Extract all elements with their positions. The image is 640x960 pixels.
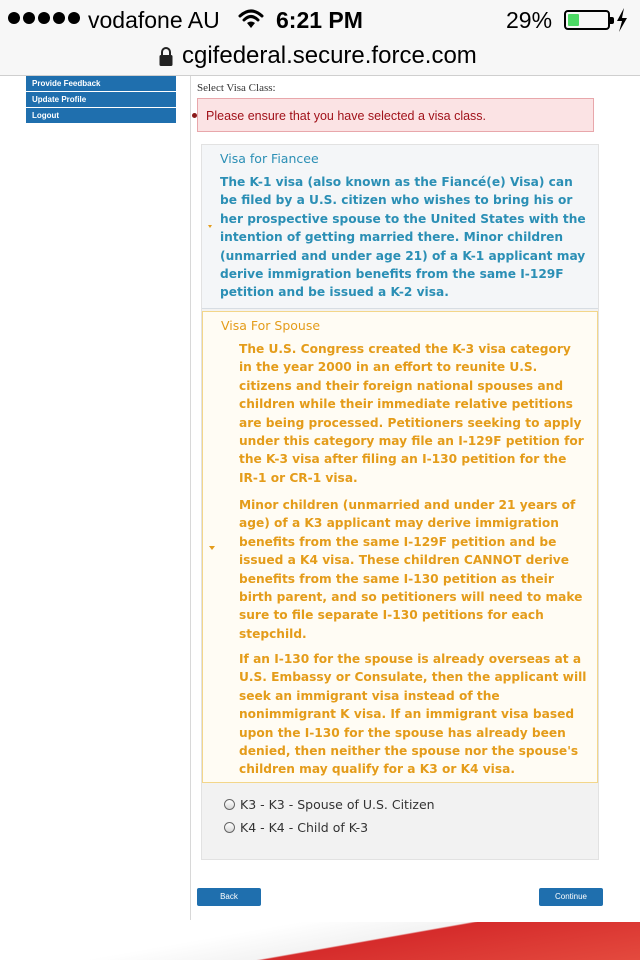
main-content [190,76,606,920]
radio-option-k3[interactable] [224,797,435,812]
status-bar [0,0,640,40]
fiancee-description: The K-1 visa (also known as the Fiancé(e) Visa) can be filed by a U.S. citizen who wishes to bring his or her prospective spouse to the United States with the intention of getting married there. Minor children (unmarried and under age 21) of a K-1 applicant may derive immigration benefits from the same I-129F petition and be issued a K-2 visa. [220,175,586,300]
spouse-paragraph-3: If an I-130 for the spouse is already overseas at a U.S. Embassy or Consulate, then the applicant will seek an immigrant visa instead of the nonimmigrant K visa. If an immigrant visa based upon the I-130 for the spouse has already been denied, then neither the spouse nor the spouse's children may qualify for a K3 or K4 visa. [239,652,587,777]
nav-provide-feedback[interactable]: Provide Feedback [26,76,176,91]
error-bullet-icon [192,113,197,118]
continue-button[interactable]: Continue [539,888,603,906]
select-visa-class-label: Select Visa Class: [197,82,276,94]
radio-button[interactable] [224,822,235,833]
footer-decoration [0,922,640,960]
radio-label[interactable]: K4 - K4 - Child of K-3 [240,820,369,835]
fiancee-title: Visa for Fiancee [220,151,319,166]
address-bar[interactable] [0,40,640,76]
left-nav [26,76,176,124]
visa-option-fiancee[interactable] [202,145,598,309]
battery-level-fill [568,14,579,26]
signal-dots-icon [8,12,80,24]
error-message-box [197,98,594,132]
spouse-paragraph-1: The U.S. Congress created the K-3 visa category in the year 2000 in an effort to reunite U.S. citizens and their foreign national spouses and children while their immediate relative petitions are being processed. Petitioners seeking to apply under this category may file an I-129F petition for the K-3 visa after filing an I-130 petition for the IR-1 or CR-1 visa. [239,342,584,485]
carrier-name: vodafone AU [88,7,220,33]
battery-icon [564,10,610,30]
url-text[interactable]: cgifederal.secure.force.com [182,42,477,69]
expand-marker-icon [208,225,212,228]
expand-marker-icon [209,546,215,550]
radio-option-k4[interactable] [224,820,368,835]
visa-class-panel [201,144,599,860]
clock: 6:21 PM [276,7,363,33]
spouse-paragraph-2: Minor children (unmarried and under 21 years of age) of a K3 applicant may derive immigration benefits from the same I-129F petition and be issued a K4 visa. These children CANNOT derive benefits from the same I-130 petition as their birth parent, and so petitioners will need to make sure to file separate I-130 petitions for each stepchild. [239,498,583,641]
lock-icon [158,46,174,73]
wifi-icon [238,8,264,35]
error-message: Please ensure that you have selected a visa class. [206,109,487,123]
nav-logout[interactable]: Logout [26,108,176,123]
nav-update-profile[interactable]: Update Profile [26,92,176,107]
visa-option-spouse[interactable] [202,311,598,783]
back-button[interactable]: Back [197,888,261,906]
radio-button[interactable] [224,799,235,810]
charging-bolt-icon [616,8,628,37]
spouse-title: Visa For Spouse [221,318,321,333]
battery-percent: 29% [506,7,553,33]
radio-label[interactable]: K3 - K3 - Spouse of U.S. Citizen [240,797,435,812]
